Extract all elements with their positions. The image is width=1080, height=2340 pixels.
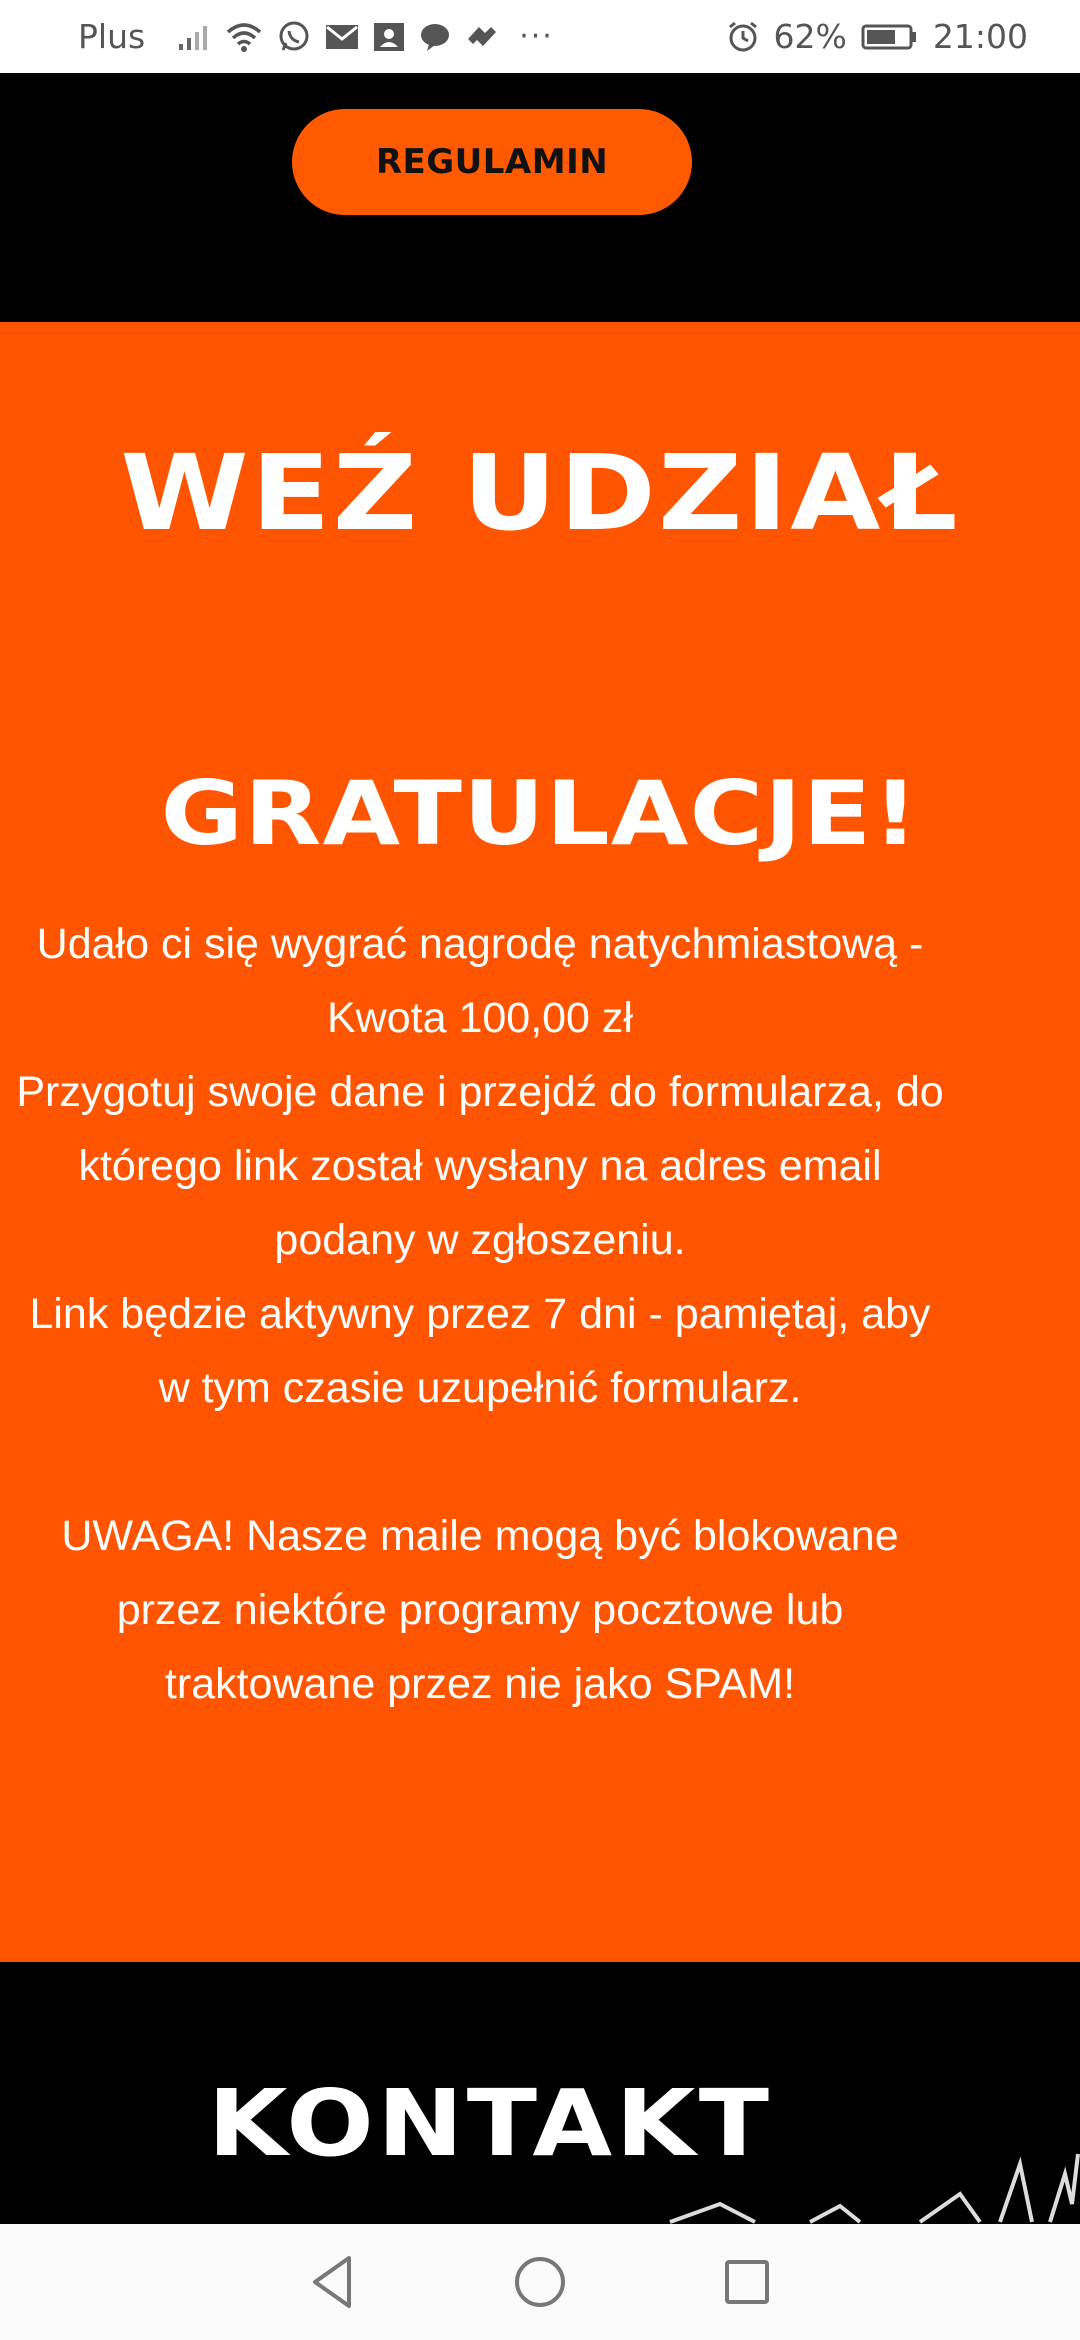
contact-section xyxy=(0,1962,1080,2224)
message-line: podany w zgłoszeniu. xyxy=(274,1216,686,1264)
message-line: którego link został wysłany na adres email xyxy=(78,1142,882,1190)
whatsapp-icon xyxy=(277,20,311,54)
spacer xyxy=(0,1425,980,1499)
chat-icon xyxy=(419,22,451,52)
status-bar-left xyxy=(78,17,554,56)
congrats-message xyxy=(0,907,980,1721)
more-notifications-icon: ··· xyxy=(519,19,554,54)
home-icon[interactable] xyxy=(495,2237,585,2327)
regulamin-button[interactable]: REGULAMIN xyxy=(292,109,692,215)
message-line: Przygotuj swoje dane i przejdź do formularza, do xyxy=(16,1068,944,1116)
navigation-bar xyxy=(0,2224,1080,2340)
alarm-icon xyxy=(726,20,760,54)
warning-line: przez niektóre programy pocztowe lub xyxy=(116,1586,844,1634)
section-title: WEŹ UDZIAŁ xyxy=(120,432,960,554)
recents-icon[interactable] xyxy=(702,2237,792,2327)
wifi-icon xyxy=(225,21,263,53)
message-line: Udało ci się wygrać nagrodę natychmiastową - xyxy=(36,920,924,968)
scribble-decoration xyxy=(660,2134,1080,2224)
participate-section xyxy=(0,322,1080,1962)
status-bar-right xyxy=(726,17,1028,56)
warning-line: traktowane przez nie jako SPAM! xyxy=(164,1660,796,1708)
message-line: w tym czasie uzupełnić formularz. xyxy=(158,1364,802,1412)
message-line: Link będzie aktywny przez 7 dni - pamiętaj, aby xyxy=(29,1290,931,1338)
warning-line: UWAGA! Nasze maile mogą być blokowane xyxy=(61,1512,899,1560)
signal-icon xyxy=(177,22,211,52)
carrier-label: Plus xyxy=(78,17,146,56)
contact-icon xyxy=(373,22,405,52)
clock-time: 21:00 xyxy=(932,17,1028,56)
contact-title: KONTAKT xyxy=(207,2070,773,2177)
battery-percent: 62% xyxy=(773,17,847,56)
message-line: Kwota 100,00 zł xyxy=(327,994,633,1042)
status-bar xyxy=(0,0,1080,73)
header-section xyxy=(0,73,1080,322)
congrats-title: GRATULACJE! xyxy=(160,762,920,865)
mail-icon xyxy=(325,23,359,51)
app-icon xyxy=(465,22,499,52)
back-icon[interactable] xyxy=(288,2237,378,2327)
battery-icon xyxy=(861,23,919,51)
